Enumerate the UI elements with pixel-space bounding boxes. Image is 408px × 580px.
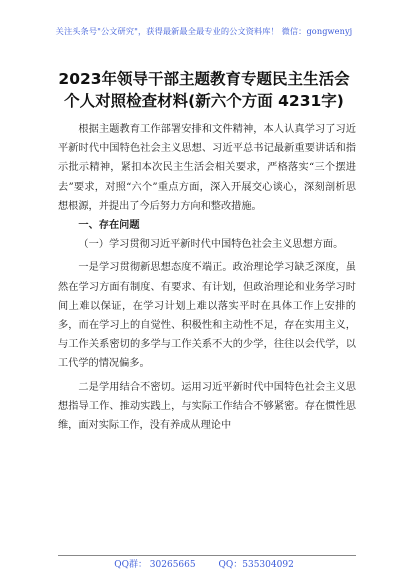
body-paragraph-2: 二是学用结合不密切。运用习近平新时代中国特色社会主义思想指导工作、推动实践上，与实际工作结合不够紧密。存在惯性思维，面对实际工作，没有养成从理论中 [58, 381, 356, 432]
subsection-heading-1: （一）学习贯彻习近平新时代中国特色社会主义思想方面。 [78, 239, 344, 251]
footer-qq-group: QQ群： 30265665 [114, 560, 196, 570]
document-body [58, 120, 356, 435]
body-paragraph-1: 一是学习贯彻新思想态度不端正。政治理论学习缺乏深度，虽然在学习方面有制度、有要求、有计划，但政治理论和业务学习时间上难以保证，在学习计划上难以落实平时在具体工作上安排的多，而在学习上的自觉性、积极性和主动性不足，存在实用主义，与工作关系密切的多学与工作关系不大的少学，往往以会代学，以工代学的情况偏多。 [58, 262, 356, 370]
section-heading-problems: 一、存在问题 [78, 220, 140, 232]
title-line-2: 个人对照检查材料(新六个方面 4231字) [64, 92, 344, 110]
footer-contact [0, 557, 408, 570]
footer-divider [58, 555, 356, 556]
header-promo-note: 关注头条号"公文研究"，获得最新最全最专业的公文资料库！ 微信：gongwenyj [55, 26, 353, 36]
footer-qq-contact: QQ：535304092 [218, 560, 294, 570]
intro-paragraph: 根据主题教育工作部署安排和文件精神，本人认真学习了习近平新时代中国特色社会主义思想、习近平总书记最新重要讲话和指示批示精神，紧扣本次民主生活会相关要求，严格落实“三个摆进去”要求，对照“六个”重点方面，深入开展交心谈心，深刻剖析思想根源，并提出了今后努力方向和整改措施。 [58, 124, 356, 212]
document-title [40, 68, 368, 112]
title-line-1: 2023年领导干部主题教育专题民主生活会 [58, 70, 350, 88]
